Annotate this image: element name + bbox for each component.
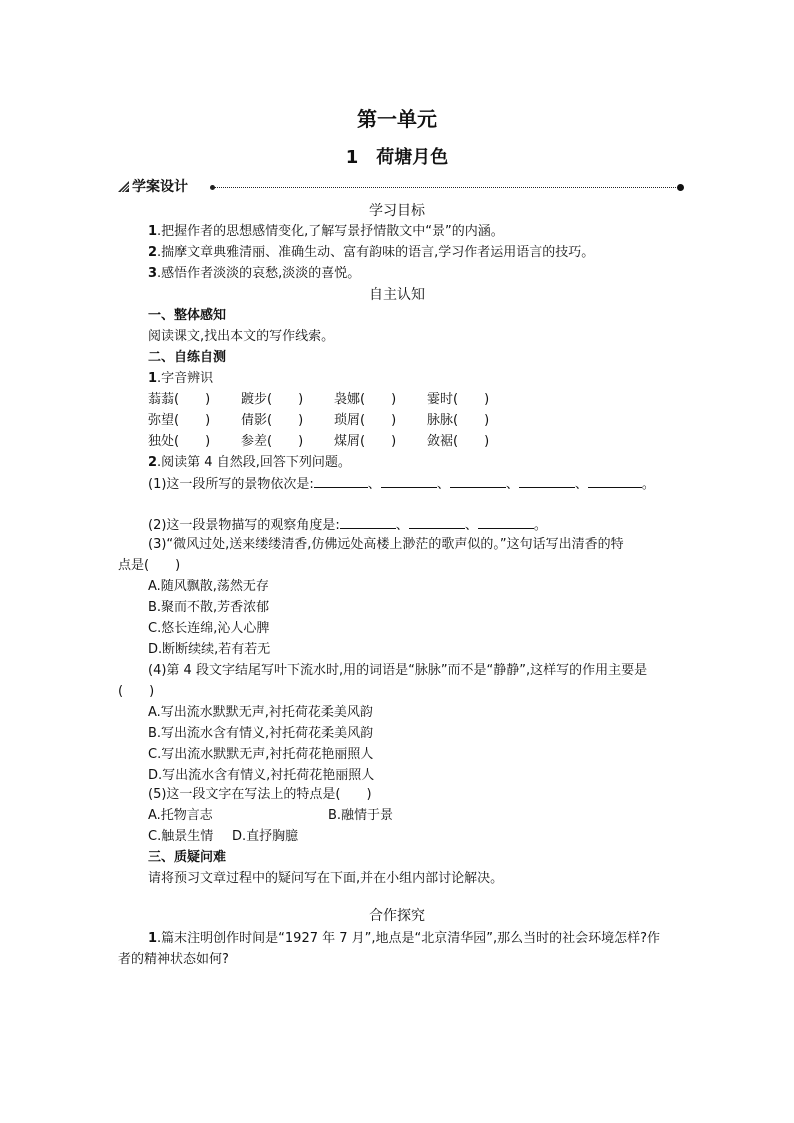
stripe-triangle-icon bbox=[118, 181, 129, 192]
goal-item bbox=[148, 243, 594, 263]
dot-line-end-icon bbox=[677, 184, 684, 191]
coop-question-cont: 者的精神状态如何? bbox=[118, 952, 229, 967]
option: B.写出流水含有情义,衬托荷花柔美风韵 bbox=[148, 726, 374, 741]
sub-question-text: (1)这一段所写的景物依次是: bbox=[148, 477, 314, 492]
separator: 。 bbox=[641, 477, 655, 492]
separator: 、 bbox=[395, 518, 409, 533]
pinyin-item: 脉脉( ) bbox=[427, 413, 490, 428]
option: A.托物言志 bbox=[148, 808, 213, 823]
goal-text: .把握作者的思想感情变化,了解写景抒情散文中“景”的内涵。 bbox=[157, 224, 504, 239]
option: C.写出流水默默无声,衬托荷花艳丽照人 bbox=[148, 747, 374, 762]
sub-question-text: (2)这一段景物描写的观察角度是: bbox=[148, 518, 340, 533]
unit-title: 第一单元 bbox=[357, 107, 437, 131]
section-heading-goals: 学习目标 bbox=[369, 203, 425, 219]
separator: 、 bbox=[574, 477, 588, 492]
pinyin-item: 倩影( ) bbox=[241, 413, 304, 428]
separator: 、 bbox=[436, 477, 450, 492]
sub-question-1 bbox=[148, 474, 655, 495]
sub-question-3-cont: 点是( ) bbox=[118, 558, 181, 573]
answer-blank[interactable] bbox=[519, 474, 575, 488]
section-banner bbox=[118, 180, 684, 196]
goal-number: 2 bbox=[148, 245, 158, 260]
part-heading: 三、质疑问难 bbox=[148, 850, 227, 865]
option: C.悠长连绵,沁人心脾 bbox=[148, 621, 270, 636]
sub-question-4: (4)第 4 段文字结尾写叶下流水时,用的词语是“脉脉”而不是“静静”,这样写的作用主要是 bbox=[148, 663, 648, 678]
pinyin-item: 琐屑( ) bbox=[334, 413, 397, 428]
goal-number: 3 bbox=[148, 266, 158, 281]
pinyin-item: 独处( ) bbox=[148, 434, 211, 449]
goal-item bbox=[148, 264, 360, 284]
part-heading: 二、自练自测 bbox=[148, 350, 227, 365]
answer-blank[interactable] bbox=[340, 515, 396, 529]
pinyin-item: 敛裾( ) bbox=[427, 434, 490, 449]
answer-blank[interactable] bbox=[409, 515, 465, 529]
answer-blank[interactable] bbox=[450, 474, 506, 488]
goal-text: .揣摩文章典雅清丽、准确生动、富有韵味的语言,学习作者运用语言的技巧。 bbox=[157, 245, 595, 260]
question-number: 1 bbox=[148, 371, 158, 386]
sub-question-2 bbox=[148, 515, 547, 536]
option: B.融情于景 bbox=[328, 808, 394, 823]
dotted-rule bbox=[214, 187, 678, 188]
pinyin-item: 踱步( ) bbox=[241, 392, 304, 407]
option: A.随风飘散,荡然无存 bbox=[148, 579, 269, 594]
section-heading-coop: 合作探究 bbox=[369, 908, 425, 924]
banner-label: 学案设计 bbox=[132, 179, 188, 195]
section-heading-self: 自主认知 bbox=[369, 287, 425, 303]
separator: 。 bbox=[533, 518, 547, 533]
pinyin-item: 霎时( ) bbox=[427, 392, 490, 407]
goal-text: .感悟作者淡淡的哀愁,淡淡的喜悦。 bbox=[157, 266, 361, 281]
question-number: 2 bbox=[148, 455, 158, 470]
separator: 、 bbox=[464, 518, 478, 533]
option: D.直抒胸臆 bbox=[232, 829, 299, 844]
pinyin-item: 煤屑( ) bbox=[334, 434, 397, 449]
sub-question-4-cont: ( ) bbox=[118, 684, 155, 699]
question-text: .字音辨识 bbox=[157, 371, 214, 386]
question-number: 1 bbox=[148, 931, 158, 946]
question-text: .篇末注明创作时间是“1927 年 7 月”,地点是“北京清华园”,那么当时的社会环境怎样?作 bbox=[157, 931, 661, 946]
option: B.聚而不散,芳香浓郁 bbox=[148, 600, 270, 615]
part-heading: 一、整体感知 bbox=[148, 308, 227, 323]
question bbox=[148, 369, 213, 389]
separator: 、 bbox=[505, 477, 519, 492]
sub-question-3: (3)“微风过处,送来缕缕清香,仿佛远处高楼上渺茫的歌声似的。”这句话写出清香的特 bbox=[148, 537, 624, 552]
option: A.写出流水默默无声,衬托荷花柔美风韵 bbox=[148, 705, 373, 720]
pinyin-item: 袅娜( ) bbox=[334, 392, 397, 407]
option: C.触景生情 bbox=[148, 829, 214, 844]
pinyin-item: 蓊蓊( ) bbox=[148, 392, 211, 407]
pinyin-item: 弥望( ) bbox=[148, 413, 211, 428]
paragraph: 阅读课文,找出本文的写作线索。 bbox=[148, 329, 335, 344]
pinyin-item: 参差( ) bbox=[241, 434, 304, 449]
answer-blank[interactable] bbox=[478, 515, 534, 529]
answer-blank[interactable] bbox=[381, 474, 437, 488]
question-text: .阅读第 4 自然段,回答下列问题。 bbox=[157, 455, 351, 470]
question bbox=[148, 453, 351, 473]
option: D.写出流水含有情义,衬托荷花艳丽照人 bbox=[148, 768, 375, 783]
coop-question bbox=[148, 929, 660, 949]
answer-blank[interactable] bbox=[314, 474, 368, 488]
sub-question-5: (5)这一段文字在写法上的特点是( ) bbox=[148, 787, 372, 802]
lesson-title: 1 荷塘月色 bbox=[345, 147, 449, 168]
goal-number: 1 bbox=[148, 224, 158, 239]
paragraph: 请将预习文章过程中的疑问写在下面,并在小组内部讨论解决。 bbox=[148, 871, 504, 886]
goal-item bbox=[148, 222, 504, 242]
separator: 、 bbox=[367, 477, 381, 492]
option: D.断断续续,若有若无 bbox=[148, 642, 271, 657]
answer-blank[interactable] bbox=[588, 474, 642, 488]
